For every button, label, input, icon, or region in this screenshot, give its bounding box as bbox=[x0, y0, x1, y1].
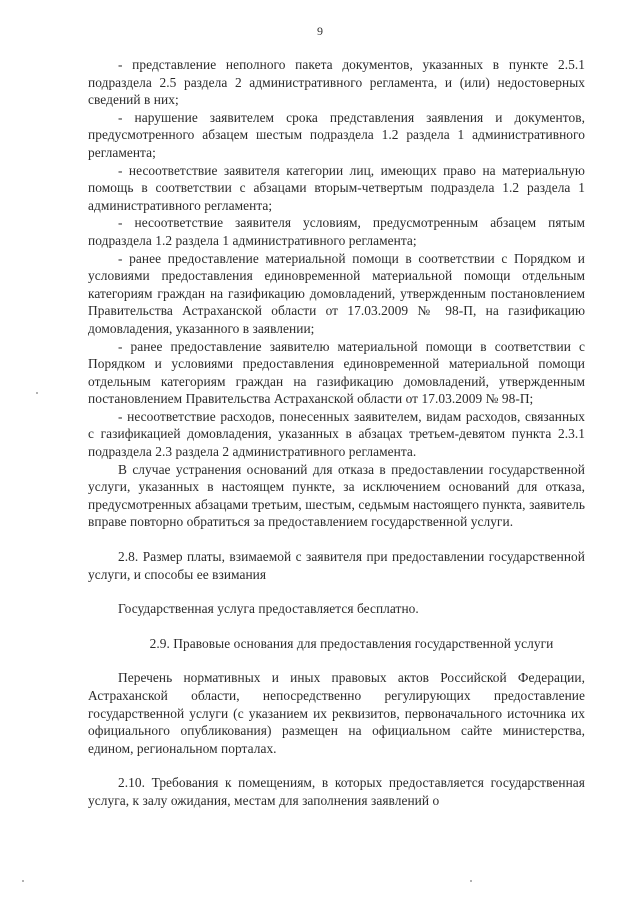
section-heading-2-9: 2.9. Правовые основания для предоставления государственной услуги bbox=[149, 635, 554, 651]
page-number: 9 bbox=[317, 24, 323, 38]
refusal-paragraph: В случае устранения оснований для отказа в предоставлении государственной услуги, указанных в настоящем пункте, за исключением оснований для отказа, предусмотренных абзацами третьим, шестым, седьмым настоящего пункта, заявитель вправе повторно обратиться за предоставлением государственной услуги. bbox=[88, 461, 585, 530]
list-item: - ранее предоставление заявителю материальной помощи в соответствии с Порядком и условиями предоставления единовременной материальной помощи отдельным категориям граждан на газификацию домовладений, утвержденным постановлением Правительства Астраханской области от 17.03.2009 № 98-П; bbox=[88, 338, 585, 407]
section-text-2-9: Перечень нормативных и иных правовых актов Российской Федерации, Астраханской области, непосредственно регулирующих предоставление государственной услуги (с указанием их реквизитов, первоначального источника их официального опубликования) размещен на официальном сайте министерства, едином, региональном порталах. bbox=[88, 670, 585, 756]
list-item: - представление неполного пакета документов, указанных в пункте 2.5.1 подраздела 2.5 раздела 2 административного регламента, и (или) недостоверных сведений в них; bbox=[88, 57, 585, 108]
list-item: - несоответствие заявителя условиям, предусмотренным абзацем пятым подраздела 1.2 раздела 1 административного регламента; bbox=[88, 215, 585, 248]
list-item: - нарушение заявителем срока представления заявления и документов, предусмотренного абзацем шестым подраздела 1.2 раздела 1 административного регламента; bbox=[88, 109, 585, 160]
section-text-2-8: Государственная услуга предоставляется бесплатно. bbox=[118, 601, 419, 617]
list-item: - несоответствие заявителя категории лиц, имеющих право на материальную помощь в соответствии с абзацами вторым-четвертым подраздела 1.2 раздела 1 административного регламента; bbox=[88, 162, 585, 213]
section-heading-2-8: 2.8. Размер платы, взимаемой с заявителя при предоставлении государственной услуги, и способы ее взимания bbox=[88, 549, 585, 582]
scan-speck bbox=[36, 392, 38, 394]
section-heading-2-10: 2.10. Требования к помещениям, в которых предоставляется государственная услуга, к залу ожидания, местам для заполнения заявлений о bbox=[88, 775, 585, 808]
document-body bbox=[88, 56, 585, 810]
scan-speck bbox=[22, 880, 24, 882]
list-item: - несоответствие расходов, понесенных заявителем, видам расходов, связанных с газификацией домовладения, указанных в абзацах третьем-девятом пункта 2.3.1 подраздела 2.3 раздела 2 административного регламента. bbox=[88, 408, 585, 460]
scan-speck bbox=[470, 880, 472, 882]
list-item: - ранее предоставление материальной помощи в соответствии с Порядком и условиями предоставления единовременной материальной помощи отдельным категориям граждан на газификацию домовладений, утвержденным постановлением Правительства Астраханской области от 17.03.2009 № 98-П, на газификацию домовладения, указанного в заявлении; bbox=[88, 250, 585, 336]
